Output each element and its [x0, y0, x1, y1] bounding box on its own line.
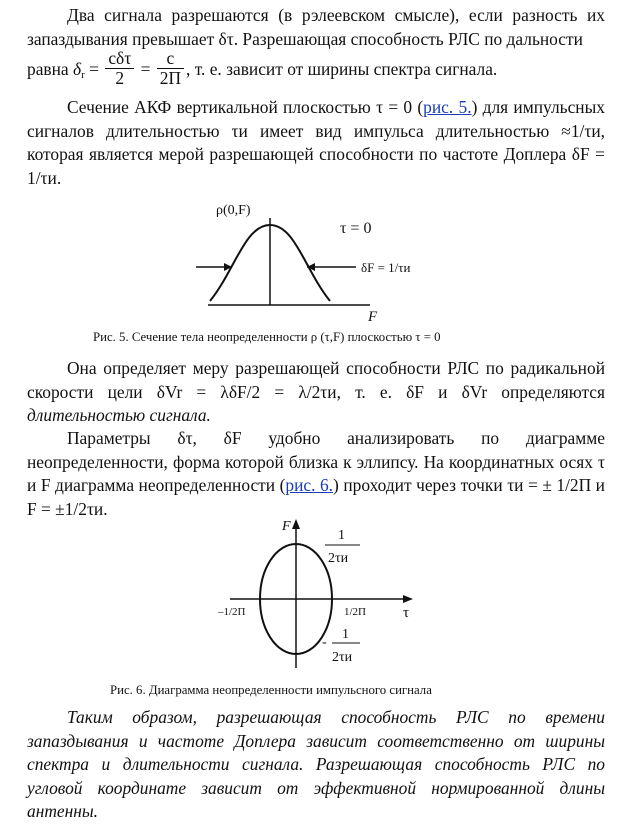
formula-fraction-1: $\frac{\text{cδτ}}{2}$ — [105, 49, 134, 88]
formula-fraction-2: $\frac{c}{2П}$ — [157, 49, 184, 88]
formula-line — [27, 47, 605, 90]
formula-tail: , т. е. зависит от ширины спектра сигнала. — [186, 59, 498, 79]
paragraph-text-cont: ) для импульсных сигналов длительностью τи имеет вид импульса длительностью ≈1/τи, которая является мерой разрешающей способности по частоте Доплера δF = 1/τи. — [27, 97, 605, 188]
fig5-width-label: δF = 1/τи — [361, 260, 411, 275]
paragraph-velocity-resolution — [27, 357, 605, 428]
fig6-top-den: 2τи — [328, 551, 349, 566]
figure-6-diagram — [210, 515, 420, 675]
fig6-bottom-minus: - — [322, 635, 327, 650]
figure-6-caption: Рис. 6. Диаграмма неопределенности импульсного сигнала — [110, 683, 432, 697]
formula-equals-2: = — [140, 59, 151, 79]
paragraph-text: Сечение АКФ вертикальной плоскостью τ = 0 ( — [67, 97, 424, 117]
fig5-tau-label: τ = 0 — [340, 220, 372, 237]
formula-prefix: равна — [27, 59, 69, 79]
paragraph-text: Она определяет меру разрешающей способности РЛС по радикальной скорости цели δVr = λδF/2 = λ/2τи, т. е. δF и δVr определяются — [27, 358, 605, 402]
paragraph-doppler-resolution — [27, 96, 605, 190]
paragraph-text: Параметры δτ, δF удобно анализировать по диаграмме неопределенности, форма которой близка к эллипсу. На координатных осях τ и F диаграмма неопределенности ( — [27, 428, 605, 495]
figure-5-caption: Рис. 5. Сечение тела неопределенности ρ (τ,F) плоскостью τ = 0 — [93, 330, 441, 344]
figure-6-link[interactable]: рис. 6. — [285, 475, 334, 495]
fig6-x-label: τ — [403, 605, 410, 621]
fig6-left-label: –1/2П — [218, 606, 246, 618]
paragraph-text: Таким образом, разрешающая способность РЛС по времени запаздывания и частоте Доплера зависит соответственно от ширины спектра и длительности сигнала. Разрешающая способность РЛС по угловой координате зависит от эффективной нормированной длины антенны. — [27, 707, 605, 821]
fig6-bottom-num: 1 — [342, 627, 349, 642]
fig5-x-label: F — [368, 309, 378, 325]
fig6-top-num: 1 — [338, 528, 345, 543]
paragraph-ambiguity-diagram — [27, 427, 605, 521]
fig6-right-label: 1/2П — [344, 606, 366, 618]
formula-equals: = — [89, 59, 99, 79]
fig6-bottom-den: 2τи — [332, 650, 353, 665]
fig5-y-label: ρ(0,F) — [216, 203, 251, 218]
fig6-y-label: F — [282, 519, 291, 534]
paragraph-text: Два сигнала разрешаются (в рэлеевском смысле), если разность их запаздывания превышает δτ. Разрешающая способность РЛС по дальности — [27, 5, 605, 49]
figure-5-diagram — [180, 200, 440, 328]
paragraph-conclusion — [27, 706, 605, 824]
formula-delta: $\delta_r$ — [73, 59, 85, 81]
paragraph-emphasis: длительностью сигнала. — [27, 405, 211, 425]
paragraph-range-resolution — [27, 4, 605, 51]
figure-5-link[interactable]: рис. 5. — [423, 97, 472, 117]
paragraph-text-cont: ) проходит через точки τи = ± 1/2П и F = ±1/2τи. — [27, 475, 605, 519]
